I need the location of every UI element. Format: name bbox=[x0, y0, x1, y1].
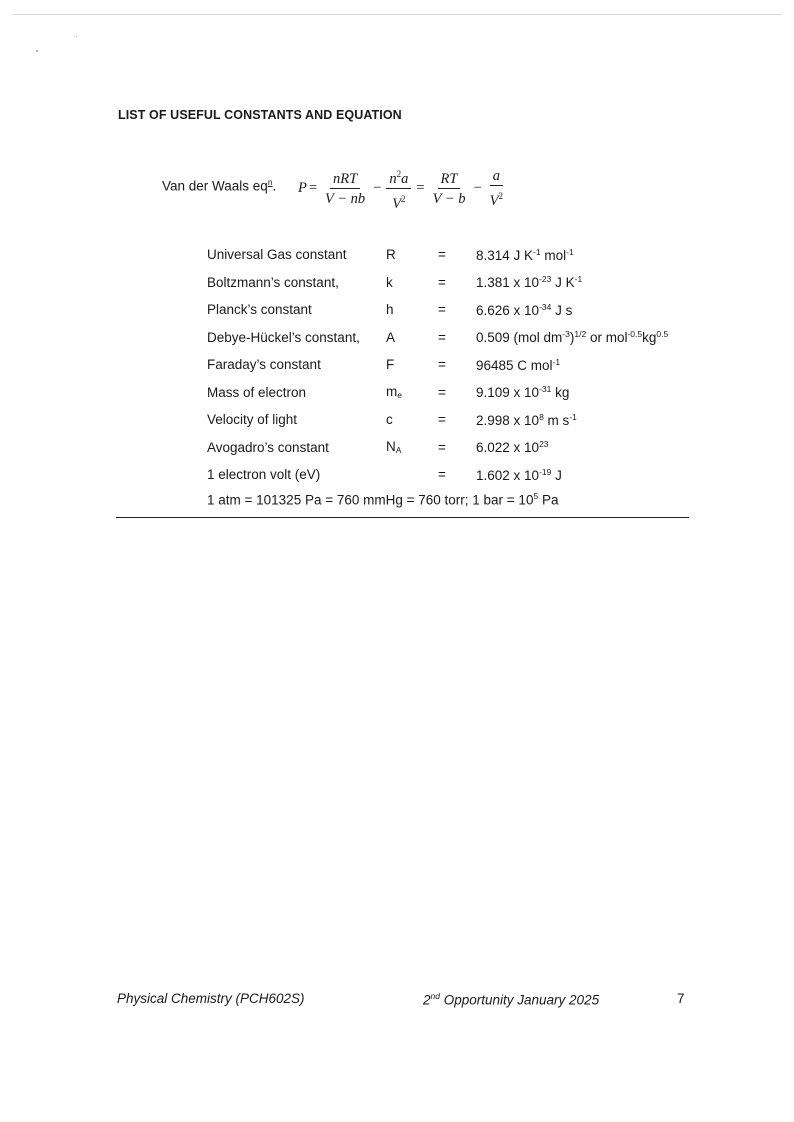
constant-name: 1 electron volt (eV) bbox=[207, 467, 321, 483]
constant-symbol: h bbox=[386, 302, 394, 318]
constant-name: Boltzmann’s constant, bbox=[207, 274, 339, 290]
scan-edge-line bbox=[12, 14, 782, 15]
constant-value: 96485 C mol$^{-1}$ bbox=[476, 356, 561, 373]
constant-symbol: $m_e$ bbox=[386, 384, 402, 401]
footer-opportunity: 2nd Opportunity January 2025 bbox=[423, 991, 600, 1008]
eq-fraction-nrt: $\frac{\text{nRT}}{V - nb}$ bbox=[325, 170, 366, 207]
van-der-waals-equation bbox=[298, 166, 509, 212]
constant-value: 8.314 J $K^{-1}$ mol$^{-1}$ bbox=[476, 246, 574, 263]
constant-name: Debye-Hückel’s constant, bbox=[207, 329, 360, 345]
unit-conversion-line: 1 atm = 101325 Pa = 760 mmHg = 760 torr; 1 bar = $10^5$ Pa bbox=[207, 491, 559, 508]
constant-value: 1.381 x $10^{-23}$ J $K^{-1}$ bbox=[476, 274, 583, 291]
constant-value: 6.626 x $10^{-34}$ J s bbox=[476, 301, 573, 318]
constant-equals: = bbox=[438, 329, 446, 345]
constant-symbol: $N_A$ bbox=[386, 439, 402, 456]
constant-value: 6.022 x $10^{23}$ bbox=[476, 439, 549, 456]
constant-row bbox=[207, 379, 668, 407]
eq-pressure-symbol: P bbox=[298, 180, 307, 197]
scan-speck bbox=[76, 36, 77, 37]
constant-equals: = bbox=[438, 467, 446, 483]
constant-symbol: F bbox=[386, 357, 395, 373]
constant-equals: = bbox=[438, 247, 446, 263]
van-der-waals-label: Van der Waals $eq^n$. bbox=[162, 177, 277, 194]
constant-row bbox=[207, 241, 668, 269]
scan-speck bbox=[36, 50, 38, 52]
constant-row bbox=[207, 269, 668, 297]
page-heading: LIST OF USEFUL CONSTANTS AND EQUATION bbox=[118, 108, 402, 122]
constant-symbol: A bbox=[386, 329, 396, 345]
constant-name: Mass of electron bbox=[207, 384, 307, 400]
eq-equals-2: = bbox=[416, 180, 425, 197]
footer-course: Physical Chemistry (PCH602S) bbox=[117, 991, 305, 1006]
constant-name: Velocity of light bbox=[207, 412, 298, 428]
constant-value: 2.998 x $10^8$ m $s^{-1}$ bbox=[476, 411, 577, 428]
eq-fraction-rt: $\frac{RT}{V - b}$ bbox=[432, 170, 466, 207]
eq-minus-2: − bbox=[473, 180, 482, 197]
eq-equals: = bbox=[308, 180, 318, 197]
constant-symbol: k bbox=[386, 274, 393, 290]
constant-name: Avogadro’s constant bbox=[207, 439, 329, 455]
constant-equals: = bbox=[438, 412, 446, 428]
constant-row bbox=[207, 351, 668, 379]
constant-name: Universal Gas constant bbox=[207, 247, 347, 263]
constant-name: Faraday’s constant bbox=[207, 357, 321, 373]
constant-row bbox=[207, 434, 668, 462]
constant-equals: = bbox=[438, 357, 446, 373]
constant-symbol: c bbox=[386, 412, 393, 428]
constant-equals: = bbox=[438, 439, 446, 455]
constant-equals: = bbox=[438, 302, 446, 318]
eq-minus: − bbox=[373, 180, 382, 197]
footer-page-number: 7 bbox=[677, 991, 685, 1006]
constant-value: 0.509 (mol $dm^{-3})^{1/2}$ or $mol^{-0.5}kg^{0.5}$ bbox=[476, 329, 669, 346]
constant-name: Planck’s constant bbox=[207, 302, 312, 318]
constant-symbol bbox=[386, 461, 438, 489]
constant-row bbox=[207, 296, 668, 324]
constant-row bbox=[207, 461, 668, 489]
eq-fraction-a: $\frac{a}{V^2}$ bbox=[489, 168, 503, 210]
constant-row bbox=[207, 324, 668, 352]
constant-equals: = bbox=[438, 384, 446, 400]
constants-table bbox=[207, 241, 668, 489]
eq-fraction-n2a: $\frac{n^2a}{V^2}$ bbox=[386, 166, 411, 212]
section-divider bbox=[116, 517, 689, 518]
constant-row bbox=[207, 406, 668, 434]
constant-symbol: R bbox=[386, 247, 396, 263]
constant-equals: = bbox=[438, 274, 446, 290]
constant-value: 9.109 x $10^{-31}$ kg bbox=[476, 384, 570, 401]
constant-value: 1.602 x $10^{-19}$ J bbox=[476, 466, 562, 483]
